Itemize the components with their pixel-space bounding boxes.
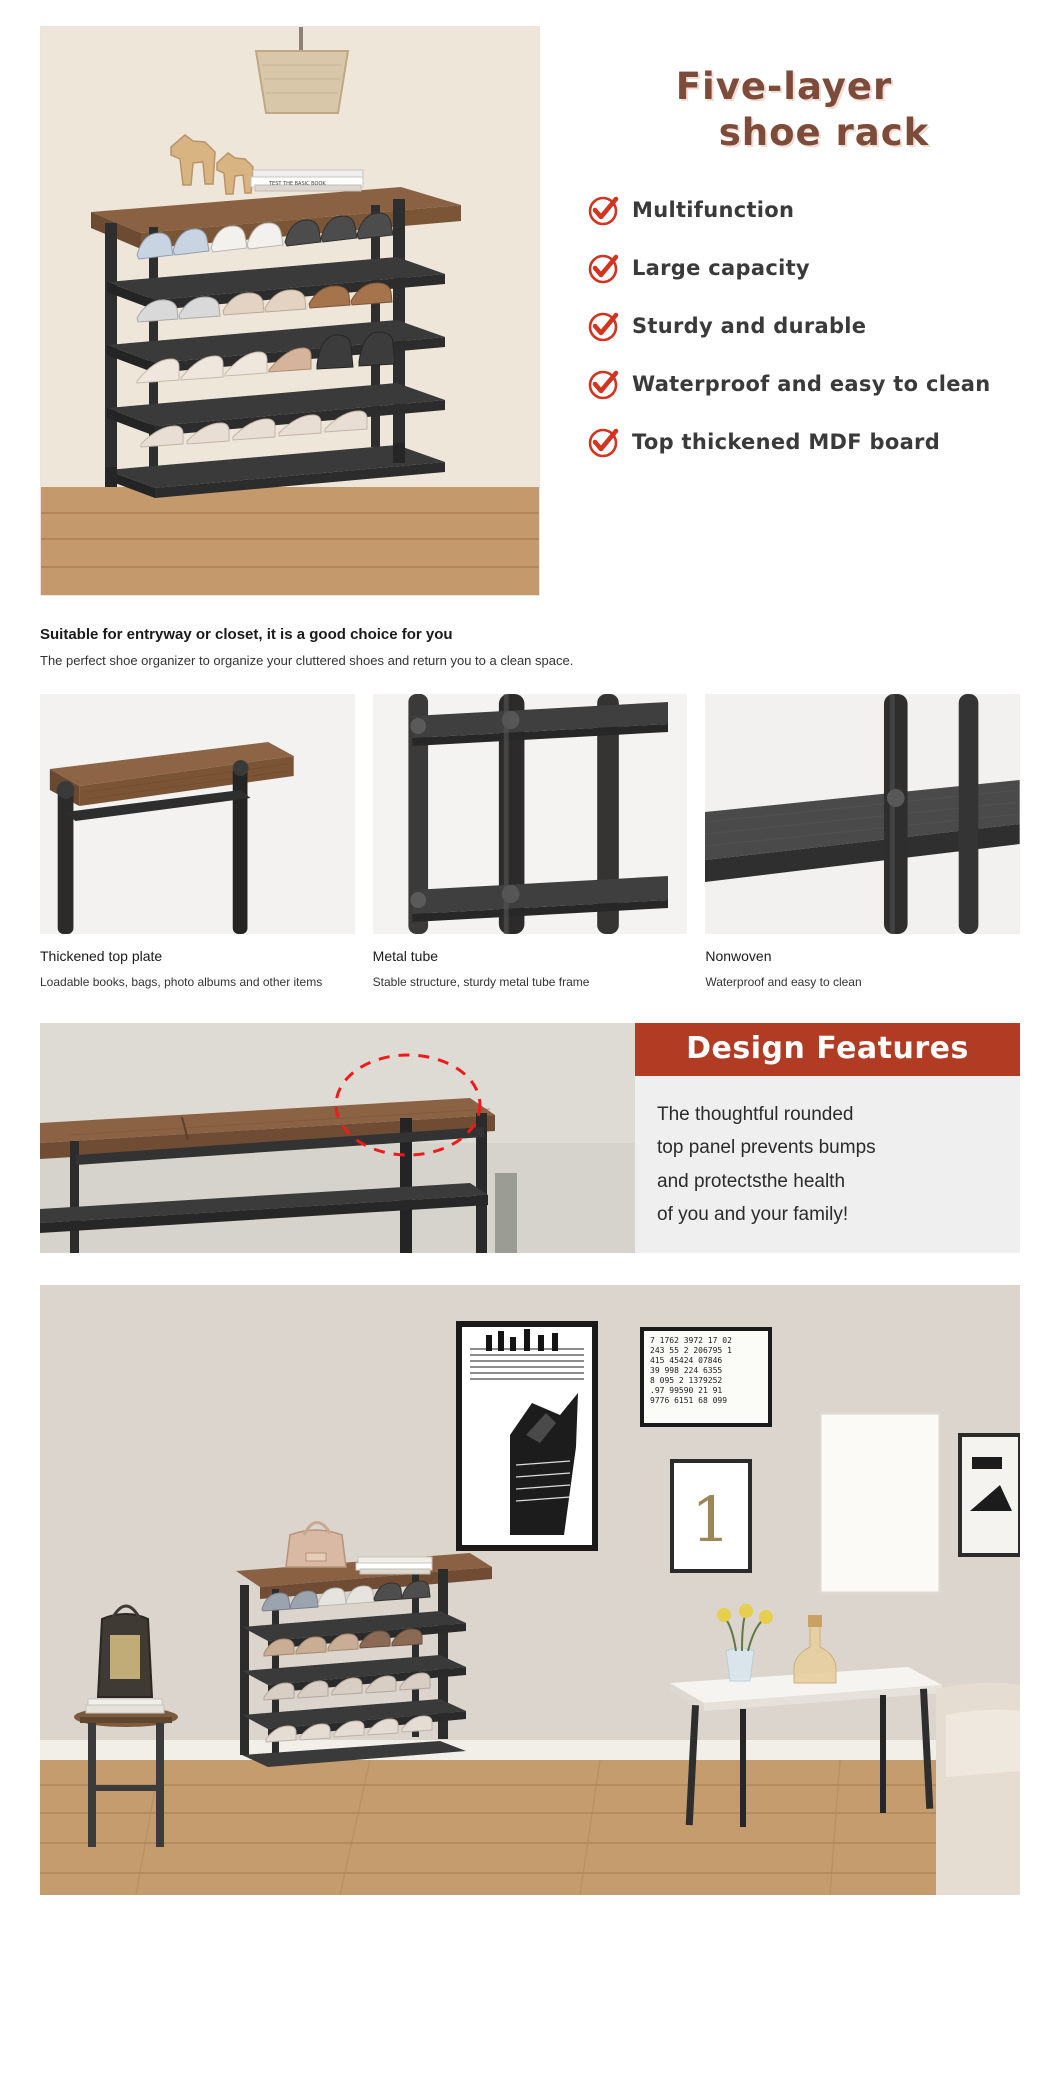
design-line: top panel prevents bumps — [657, 1137, 876, 1159]
feature-list — [558, 193, 1020, 459]
lifestyle-image — [40, 1285, 1020, 1895]
svg-text:8 095 2 1379252: 8 095 2 1379252 — [650, 1376, 723, 1385]
feature-item — [586, 367, 1020, 401]
intro-section — [0, 596, 1060, 668]
feature-item — [586, 251, 1020, 285]
detail-title: Metal tube — [372, 948, 439, 964]
detail-card — [705, 694, 1020, 991]
hero-title-line-1: Five-layer — [675, 65, 893, 108]
check-circle-icon — [586, 367, 620, 401]
feature-item — [586, 309, 1020, 343]
rounded-corner-illustration — [40, 1023, 635, 1253]
design-features-body — [635, 1076, 1020, 1231]
hero-illustration — [41, 27, 540, 596]
feature-label: Sturdy and durable — [632, 313, 867, 338]
detail-image-metal-tube — [373, 694, 688, 934]
check-circle-icon — [586, 425, 620, 459]
design-features-text-panel — [635, 1023, 1020, 1253]
design-features-banner: Design Features — [635, 1023, 1020, 1076]
design-line: The thoughtful rounded — [657, 1104, 854, 1125]
intro-heading: Suitable for entryway or closet, it is a good choice for you — [40, 626, 453, 643]
top-plate-illustration — [40, 694, 355, 934]
detail-card — [40, 694, 355, 991]
detail-desc: Waterproof and easy to clean — [705, 975, 862, 989]
hero-text-panel — [540, 26, 1020, 596]
svg-text:415 45424 07846: 415 45424 07846 — [650, 1356, 723, 1365]
feature-label: Top thickened MDF board — [632, 429, 941, 454]
detail-image-nonwoven — [705, 694, 1020, 934]
check-circle-icon — [586, 251, 620, 285]
feature-label: Large capacity — [632, 255, 810, 280]
design-line: and protectsthe health — [657, 1170, 846, 1192]
svg-text:7 1762 3972 17 02: 7 1762 3972 17 02 — [650, 1336, 732, 1345]
check-circle-icon — [586, 309, 620, 343]
detail-desc: Loadable books, bags, photo albums and other items — [40, 975, 323, 989]
detail-image-top-plate — [40, 694, 355, 934]
hero-title-line-2: shoe rack — [718, 111, 930, 155]
detail-desc: Stable structure, sturdy metal tube frame — [372, 975, 590, 989]
svg-text:TEST THE BASIC BOOK: TEST THE BASIC BOOK — [269, 181, 326, 187]
detail-title: Nonwoven — [705, 948, 772, 964]
detail-title: Thickened top plate — [40, 948, 163, 964]
svg-text:9776 6151 68 099: 9776 6151 68 099 — [650, 1396, 728, 1405]
check-circle-icon — [586, 193, 620, 227]
hero-product-image — [40, 26, 540, 596]
poster-number: 1 — [691, 1483, 731, 1556]
detail-card — [373, 694, 688, 991]
hero-title — [558, 64, 1020, 157]
svg-text:.97 99590 21 91: .97 99590 21 91 — [650, 1386, 723, 1395]
svg-text:243 55 2 206795 1: 243 55 2 206795 1 — [650, 1346, 732, 1355]
nonwoven-illustration — [705, 694, 1020, 934]
feature-item — [586, 193, 1020, 227]
svg-text:39 998 224 6355: 39 998 224 6355 — [650, 1366, 723, 1375]
design-line: of you and your family! — [657, 1203, 849, 1225]
intro-body: The perfect shoe organizer to organize your cluttered shoes and return you to a clean space. — [40, 653, 574, 668]
design-features-image — [40, 1023, 635, 1253]
feature-label: Waterproof and easy to clean — [632, 371, 991, 396]
feature-label: Multifunction — [632, 197, 795, 222]
metal-tube-illustration — [373, 694, 688, 934]
feature-item — [586, 425, 1020, 459]
hero-section — [0, 0, 1060, 596]
lifestyle-illustration — [40, 1285, 1020, 1895]
detail-cards — [0, 668, 1060, 991]
design-features-section — [40, 1023, 1020, 1253]
